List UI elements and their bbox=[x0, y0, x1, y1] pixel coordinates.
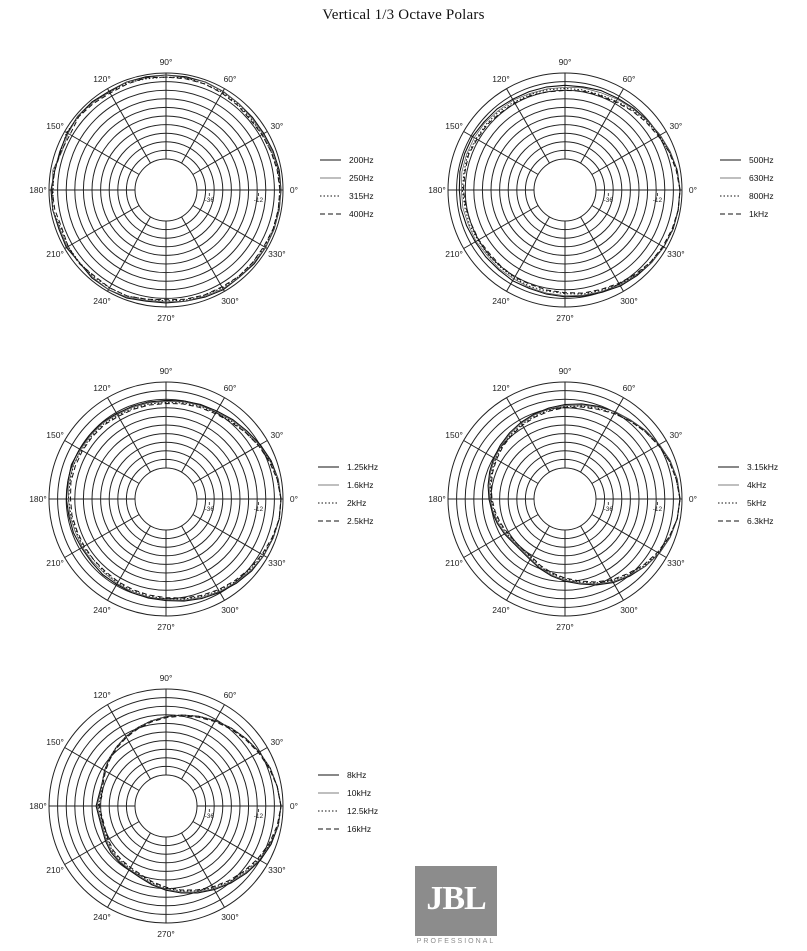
angle-label: 240° bbox=[93, 604, 111, 615]
legend-label: 5kHz bbox=[747, 498, 767, 508]
db-label: -36 bbox=[204, 197, 215, 204]
angle-label: 210° bbox=[46, 558, 64, 568]
polar-ring bbox=[534, 468, 596, 530]
polar-ring bbox=[135, 468, 197, 530]
angle-label: 120° bbox=[93, 74, 111, 85]
angle-label: 330° bbox=[667, 249, 685, 259]
logo-subtitle: PROFESSIONAL bbox=[416, 938, 496, 945]
angle-label: 180° bbox=[428, 185, 446, 195]
angle-label: 240° bbox=[93, 911, 111, 922]
polar-chart-4 bbox=[428, 366, 778, 632]
angle-label: 210° bbox=[46, 865, 64, 875]
db-label: -12 bbox=[253, 813, 264, 820]
angle-label: 120° bbox=[492, 383, 510, 394]
polar-ring bbox=[525, 459, 604, 538]
angle-label: 60° bbox=[223, 383, 237, 394]
legend-label: 4kHz bbox=[747, 480, 767, 490]
angle-label: 240° bbox=[492, 604, 510, 615]
angle-label: 330° bbox=[268, 558, 286, 568]
polar-ring bbox=[135, 775, 197, 837]
angle-label: 300° bbox=[221, 911, 239, 922]
polar-chart-2 bbox=[428, 57, 773, 323]
legend-label: 1kHz bbox=[749, 209, 769, 219]
angle-label: 90° bbox=[558, 366, 572, 376]
db-label: -36 bbox=[603, 506, 614, 513]
angle-label: 240° bbox=[93, 295, 111, 306]
db-label: -12 bbox=[253, 506, 264, 513]
angle-label: 270° bbox=[157, 929, 175, 939]
jbl-logo bbox=[415, 866, 497, 948]
angle-label: 150° bbox=[46, 121, 64, 131]
legend-label: 6.3kHz bbox=[747, 516, 774, 526]
legend-label: 16kHz bbox=[347, 824, 372, 834]
polar-ring bbox=[534, 159, 596, 221]
angle-label: 0° bbox=[688, 185, 698, 195]
angle-label: 150° bbox=[46, 430, 64, 440]
angle-label: 330° bbox=[268, 865, 286, 875]
page-title: Vertical 1/3 Octave Polars bbox=[322, 7, 485, 23]
legend-label: 800Hz bbox=[749, 191, 774, 201]
legend-label: 1.25kHz bbox=[347, 462, 379, 472]
angle-label: 300° bbox=[221, 295, 239, 306]
angle-label: 330° bbox=[667, 558, 685, 568]
angle-label: 0° bbox=[289, 494, 299, 504]
angle-label: 30° bbox=[270, 430, 284, 440]
angle-label: 30° bbox=[270, 121, 284, 131]
angle-label: 180° bbox=[29, 494, 47, 504]
legend-label: 10kHz bbox=[347, 788, 372, 798]
angle-label: 270° bbox=[157, 313, 175, 323]
angle-label: 180° bbox=[29, 801, 47, 811]
legend-label: 3.15kHz bbox=[747, 462, 779, 472]
legend-label: 250Hz bbox=[349, 173, 374, 183]
angle-label: 0° bbox=[688, 494, 698, 504]
legend-label: 400Hz bbox=[349, 209, 374, 219]
angle-label: 30° bbox=[669, 430, 683, 440]
angle-label: 300° bbox=[221, 604, 239, 615]
angle-label: 150° bbox=[445, 121, 463, 131]
angle-label: 240° bbox=[492, 295, 510, 306]
angle-label: 180° bbox=[29, 185, 47, 195]
logo-text: JBL bbox=[426, 880, 486, 917]
angle-label: 60° bbox=[223, 74, 237, 85]
legend-label: 2kHz bbox=[347, 498, 367, 508]
angle-label: 90° bbox=[159, 57, 173, 67]
legend-label: 315Hz bbox=[349, 191, 374, 201]
angle-label: 270° bbox=[157, 622, 175, 632]
db-label: -36 bbox=[204, 506, 215, 513]
polar-ring bbox=[126, 766, 205, 845]
polar-ring bbox=[126, 150, 205, 229]
angle-label: 210° bbox=[445, 249, 463, 259]
angle-label: 90° bbox=[159, 366, 173, 376]
db-label: -12 bbox=[652, 197, 663, 204]
legend-label: 2.5kHz bbox=[347, 516, 374, 526]
angle-label: 150° bbox=[445, 430, 463, 440]
polar-chart-1 bbox=[29, 57, 373, 323]
angle-label: 30° bbox=[669, 121, 683, 131]
db-label: -36 bbox=[603, 197, 614, 204]
angle-label: 60° bbox=[223, 690, 237, 701]
legend-label: 630Hz bbox=[749, 173, 774, 183]
angle-label: 270° bbox=[556, 622, 574, 632]
db-label: -12 bbox=[253, 197, 264, 204]
angle-label: 120° bbox=[492, 74, 510, 85]
angle-label: 330° bbox=[268, 249, 286, 259]
angle-label: 60° bbox=[622, 74, 636, 85]
legend-label: 500Hz bbox=[749, 155, 774, 165]
angle-label: 60° bbox=[622, 383, 636, 394]
db-label: -12 bbox=[652, 506, 663, 513]
angle-label: 30° bbox=[270, 737, 284, 747]
polar-ring bbox=[525, 150, 604, 229]
polar-ring bbox=[126, 459, 205, 538]
angle-label: 180° bbox=[428, 494, 446, 504]
angle-label: 120° bbox=[93, 383, 111, 394]
angle-label: 210° bbox=[46, 249, 64, 259]
legend-label: 12.5kHz bbox=[347, 806, 379, 816]
angle-label: 150° bbox=[46, 737, 64, 747]
polar-chart-5 bbox=[29, 673, 378, 939]
polar-ring bbox=[135, 159, 197, 221]
angle-label: 0° bbox=[289, 801, 299, 811]
angle-label: 120° bbox=[93, 690, 111, 701]
angle-label: 270° bbox=[556, 313, 574, 323]
db-label: -36 bbox=[204, 813, 215, 820]
legend-label: 1.6kHz bbox=[347, 480, 374, 490]
angle-label: 0° bbox=[289, 185, 299, 195]
angle-label: 210° bbox=[445, 558, 463, 568]
angle-label: 90° bbox=[558, 57, 572, 67]
legend-label: 200Hz bbox=[349, 155, 374, 165]
angle-label: 300° bbox=[620, 295, 638, 306]
legend-label: 8kHz bbox=[347, 770, 367, 780]
angle-label: 300° bbox=[620, 604, 638, 615]
angle-label: 90° bbox=[159, 673, 173, 683]
polar-chart-3 bbox=[29, 366, 378, 632]
